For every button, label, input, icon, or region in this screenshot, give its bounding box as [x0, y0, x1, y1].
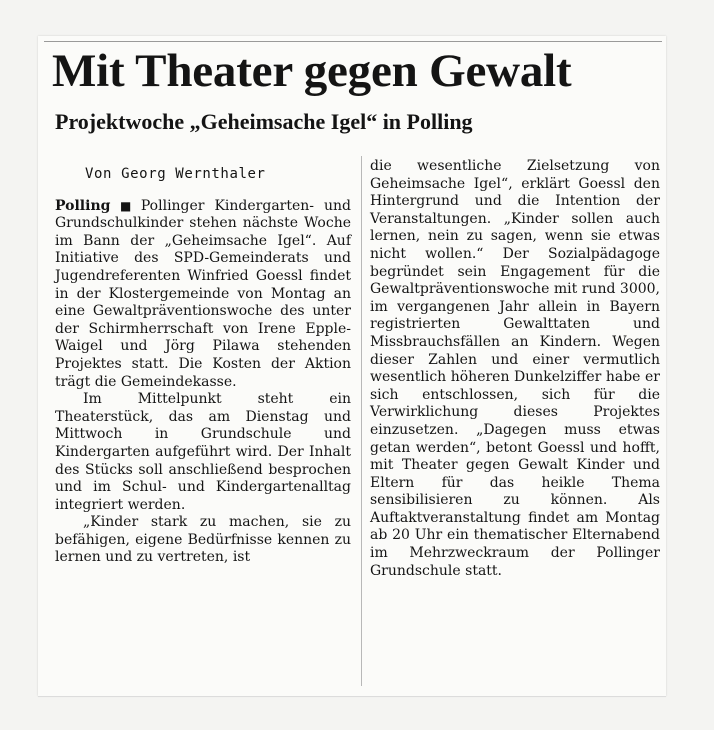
top-rule — [44, 41, 662, 42]
paragraph-3: „Kinder stark zu machen, sie zu befähigen, eigene Bedürfnisse kennen zu lernen und zu vertreten, ist — [55, 514, 351, 566]
headline: Mit Theater gegen Gewalt — [52, 45, 572, 97]
paragraph-1-text: Pollinger Kindergarten- und Grundschulkinder stehen nächste Woche im Bann der „Geheimsache Igel“. Auf Initiative des SPD-Gemeinderats und Jugendreferenten Winfried Goessl findet in der Klostergemeinde von Montag an eine Gewaltpräventionswoche des unter der Schirmherrschaft von Irene Epple-Waigel und Jörg Pilawa stehenden Projektes statt. Die Kosten der Aktion trägt die Gemeindekasse. — [55, 197, 351, 390]
dateline-square-icon: ■ — [114, 198, 137, 213]
dateline: Polling — [55, 197, 111, 214]
article-column-left — [55, 158, 351, 567]
paragraph-3-continued: die wesentliche Zielsetzung von Geheimsache Igel“, erklärt Goessl den Hintergrund und die Intention der Veranstaltungen. „Kinder sollen auch lernen, nein zu sagen, wenn sie etwas nicht wollen.“ Der Sozialpädagoge begründet sein Engagement für die Gewaltpräventionswoche mit rund 3000, im vergangenen Jahr allein in Bayern registrierten Gewalttaten und Missbrauchsfällen an Kindern. Wegen dieser Zahlen und einer vermutlich wesentlich höheren Dunkelziffer habe er sich entschlossen, sich für die Verwirklichung dieses Projektes einzusetzen. „Dagegen muss etwas getan werden“, betont Goessl und hofft, mit Theater gegen Gewalt Kinder und Eltern für das heikle Thema sensibilisieren zu können. Als Auftaktveranstaltung findet am Montag ab 20 Uhr ein thematischer Elternabend im Mehrzweckraum der Pollinger Grundschule statt. — [370, 158, 660, 579]
paragraph-1 — [55, 198, 351, 392]
clipping-bottom-edge — [38, 696, 666, 697]
column-divider — [361, 156, 362, 686]
byline: Von Georg Wernthaler — [85, 166, 266, 182]
article-column-right — [370, 158, 660, 580]
subheadline: Projektwoche „Geheimsache Igel“ in Polling — [55, 109, 473, 134]
paragraph-2: Im Mittelpunkt steht ein Theaterstück, das am Dienstag und Mittwoch in Grundschule und Kindergarten aufgeführt wird. Der Inhalt des Stücks soll anschließend besprochen und im Schul- und Kindergartenalltag integriert werden. — [55, 391, 351, 513]
